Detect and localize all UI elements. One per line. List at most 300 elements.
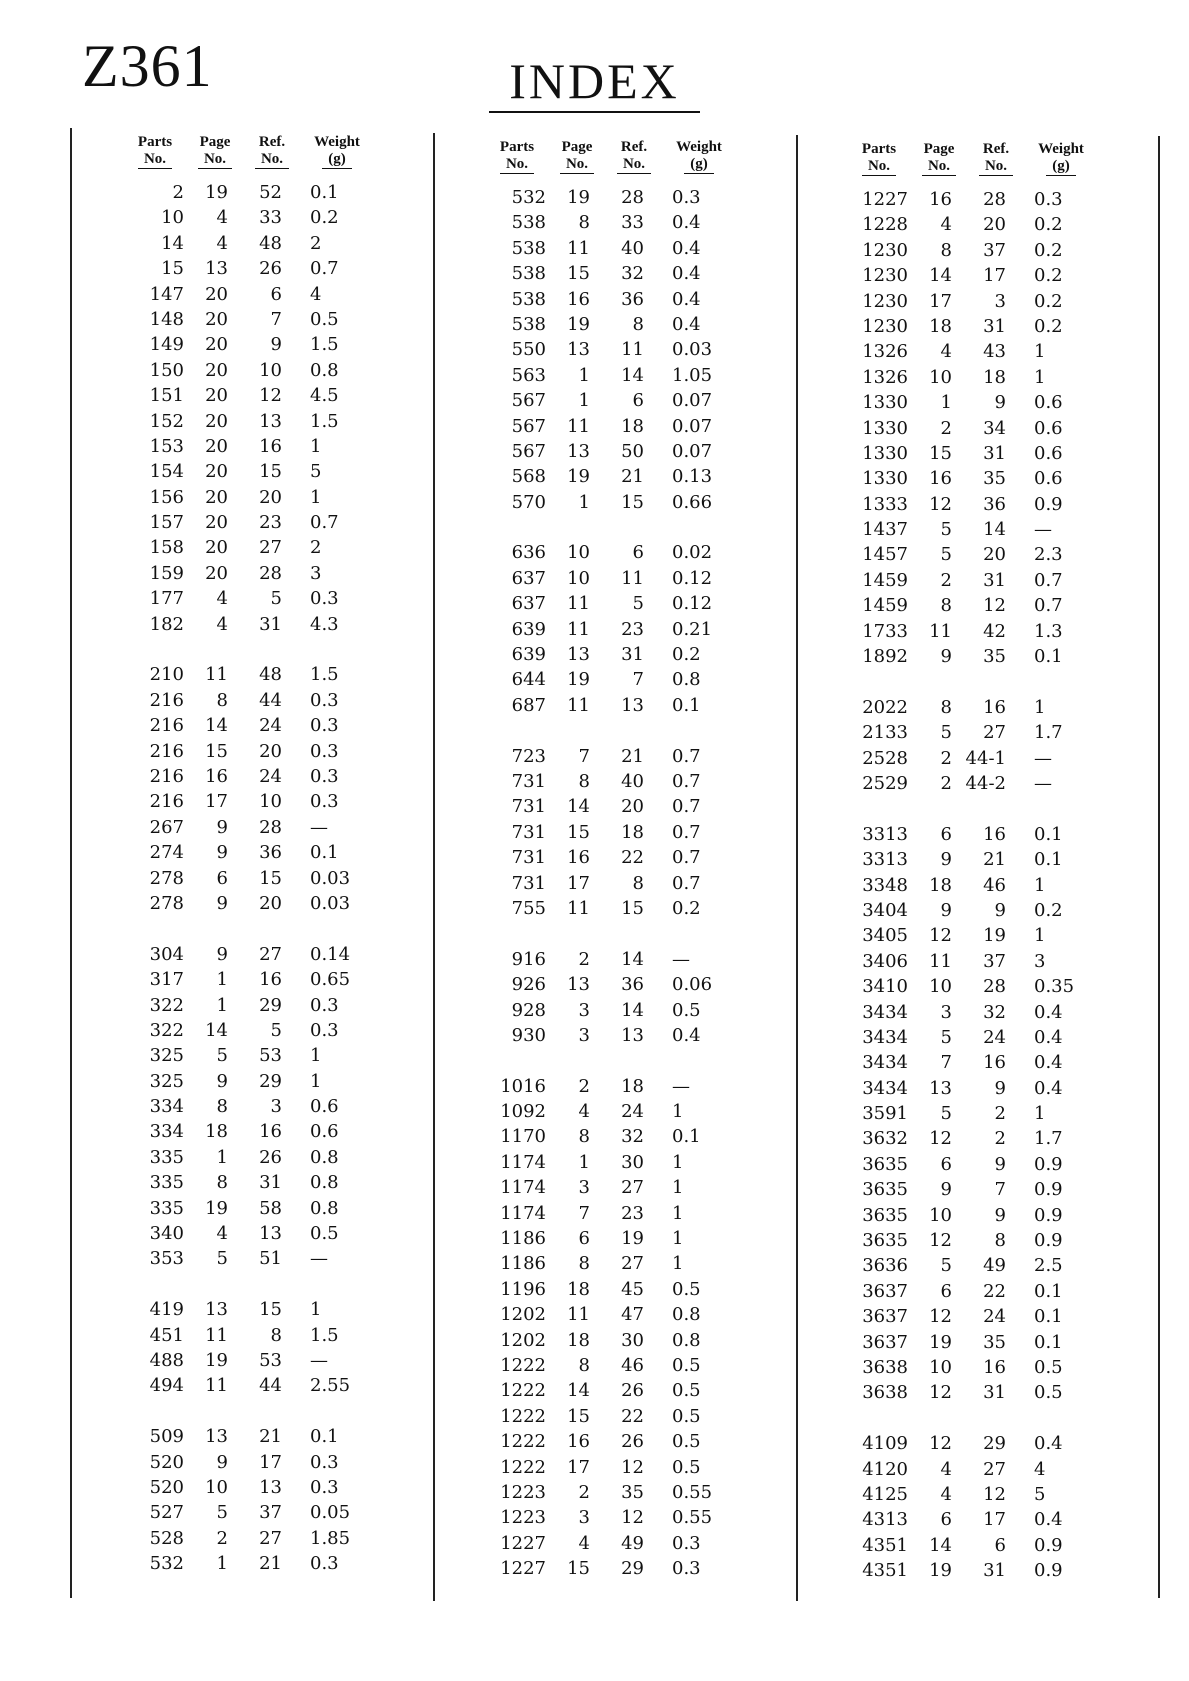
- page-no: 5: [940, 1026, 952, 1048]
- page-no: 19: [205, 182, 228, 203]
- header-weight: [660, 139, 738, 183]
- weight: 1.5: [310, 410, 339, 432]
- table-row: [126, 662, 376, 687]
- page-no: 20: [205, 461, 228, 483]
- page-no: 13: [205, 258, 228, 280]
- weight: —: [672, 1075, 690, 1097]
- weight: 0.5: [672, 1380, 701, 1402]
- page-no: 10: [567, 567, 590, 589]
- weight: 1: [1034, 341, 1046, 363]
- column-divider: [433, 133, 435, 1601]
- weight: 4.3: [310, 613, 339, 635]
- weight: 0.9: [1034, 1179, 1063, 1201]
- table-row: [488, 1480, 738, 1505]
- table-row: [488, 261, 738, 286]
- table-row: [488, 617, 738, 642]
- ref-no: 27: [621, 1253, 644, 1275]
- weight: 0.5: [672, 1431, 701, 1453]
- table-row: [126, 866, 376, 891]
- page-no: 2: [940, 569, 952, 591]
- page-no: 4: [216, 613, 228, 635]
- parts-no: 1733: [862, 620, 908, 642]
- weight: 0.3: [310, 994, 339, 1016]
- parts-no: 926: [511, 974, 546, 996]
- group-spacer: [488, 921, 738, 946]
- table-row: [126, 332, 376, 357]
- parts-no: 723: [511, 745, 546, 767]
- ref-no: 28: [259, 562, 282, 584]
- table-row: [488, 414, 738, 439]
- weight: 1.3: [1034, 620, 1063, 642]
- weight: 0.6: [310, 1121, 339, 1143]
- page-no: 2: [578, 948, 590, 970]
- table-row: [850, 390, 1100, 415]
- weight: 1: [672, 1151, 684, 1173]
- ref-no: 16: [259, 969, 282, 991]
- table-row: [126, 1119, 376, 1144]
- ref-no: 21: [259, 1426, 282, 1448]
- ref-no: 8: [632, 872, 644, 894]
- page-no: 20: [205, 435, 228, 457]
- table-row: [850, 720, 1100, 745]
- parts-no: 1174: [500, 1202, 546, 1224]
- table-row: [126, 688, 376, 713]
- parts-no: 538: [511, 288, 546, 310]
- column-header: [488, 139, 738, 183]
- header-weight: [298, 134, 376, 178]
- parts-no: 147: [149, 283, 184, 305]
- table-row: [850, 1203, 1100, 1228]
- page-no: 4: [216, 588, 228, 610]
- page-no: 2: [940, 772, 952, 794]
- table-row: [850, 1101, 1100, 1126]
- page-no: 5: [940, 722, 952, 744]
- ref-no: 44-1: [965, 747, 1006, 769]
- weight: 0.4: [1034, 1433, 1063, 1455]
- parts-no: 636: [511, 542, 546, 564]
- table-row: [488, 363, 738, 388]
- parts-no: 731: [511, 796, 546, 818]
- parts-no: 3434: [862, 1001, 908, 1023]
- weight: 0.2: [1034, 239, 1063, 261]
- table-row: [488, 972, 738, 997]
- weight: 0.8: [310, 1172, 339, 1194]
- page-no: 15: [929, 442, 952, 464]
- parts-no: 1892: [862, 646, 908, 668]
- page-no: 18: [567, 1278, 590, 1300]
- weight: 0.1: [1034, 823, 1063, 845]
- ref-no: 7: [994, 1179, 1006, 1201]
- model-number: Z361: [82, 33, 213, 99]
- weight: 1.5: [310, 664, 339, 686]
- header-weight-line2: (g): [684, 156, 714, 174]
- table-row: [850, 1050, 1100, 1075]
- parts-no: 494: [149, 1375, 184, 1397]
- column-divider: [796, 135, 798, 1601]
- parts-no: 156: [149, 486, 184, 508]
- group-spacer: [126, 1272, 376, 1297]
- ref-no: 6: [632, 542, 644, 564]
- table-row: [850, 1304, 1100, 1329]
- page-no: 8: [216, 1172, 228, 1194]
- weight: 0.35: [1034, 976, 1075, 998]
- weight: 0.4: [672, 1024, 701, 1046]
- ref-no: 9: [270, 334, 282, 356]
- table-row: [126, 535, 376, 560]
- parts-no: 1222: [500, 1405, 546, 1427]
- parts-no: 210: [149, 664, 184, 686]
- weight: 0.9: [1034, 1230, 1063, 1252]
- parts-no: 528: [149, 1527, 184, 1549]
- page-no: 11: [567, 237, 590, 259]
- parts-no: 3635: [862, 1204, 908, 1226]
- weight: 0.7: [672, 847, 701, 869]
- page-no: 5: [940, 519, 952, 541]
- ref-no: 47: [621, 1304, 644, 1326]
- weight: 1: [310, 486, 322, 508]
- ref-no: 5: [270, 588, 282, 610]
- table-row: [850, 542, 1100, 567]
- ref-no: 20: [983, 544, 1006, 566]
- ref-no: 58: [259, 1197, 282, 1219]
- page-no: 13: [929, 1077, 952, 1099]
- page-no: 11: [567, 694, 590, 716]
- ref-no: 18: [621, 1075, 644, 1097]
- page-no: 11: [929, 620, 952, 642]
- parts-no: 216: [149, 689, 184, 711]
- weight: 0.12: [672, 593, 713, 615]
- header-ref-line1: Ref.: [258, 134, 286, 150]
- parts-no: 334: [149, 1096, 184, 1118]
- table-row: [126, 1424, 376, 1449]
- parts-no: 1330: [862, 392, 908, 414]
- parts-no: 1092: [500, 1101, 546, 1123]
- parts-no: 3313: [862, 823, 908, 845]
- weight: 0.3: [1034, 189, 1063, 210]
- weight: 0.7: [310, 512, 339, 534]
- parts-no: 1016: [500, 1075, 546, 1097]
- table-row: [488, 566, 738, 591]
- weight: —: [310, 1248, 328, 1270]
- ref-no: 9: [994, 899, 1006, 921]
- ref-no: 30: [621, 1151, 644, 1173]
- ref-no: 49: [983, 1255, 1006, 1277]
- parts-no: 3637: [862, 1280, 908, 1302]
- weight: 0.8: [672, 1329, 701, 1351]
- page-no: 20: [205, 385, 228, 407]
- table-row: [850, 365, 1100, 390]
- parts-no: 1186: [500, 1253, 546, 1275]
- ref-no: 27: [983, 1458, 1006, 1480]
- parts-no: 2: [172, 182, 184, 203]
- table-row: [488, 769, 738, 794]
- parts-no: 3635: [862, 1179, 908, 1201]
- ref-no: 24: [621, 1101, 644, 1123]
- ref-no: 16: [983, 823, 1006, 845]
- table-row: [126, 1373, 376, 1398]
- ref-no: 26: [621, 1380, 644, 1402]
- table-row: [850, 1000, 1100, 1025]
- parts-no: 731: [511, 821, 546, 843]
- page-no: 2: [940, 747, 952, 769]
- weight: 0.1: [672, 694, 701, 716]
- weight: 2.55: [310, 1375, 351, 1397]
- ref-no: 30: [621, 1329, 644, 1351]
- page-no: 4: [578, 1101, 590, 1123]
- table-row: [488, 1505, 738, 1530]
- weight: 1: [1034, 1103, 1046, 1125]
- parts-no: 278: [149, 867, 184, 889]
- ref-no: 27: [259, 537, 282, 559]
- table-row: [850, 695, 1100, 720]
- ref-no: 10: [259, 359, 282, 381]
- weight: 1: [1034, 925, 1046, 947]
- page-no: 11: [567, 1304, 590, 1326]
- weight: 0.2: [672, 644, 701, 666]
- table-row: [126, 815, 376, 840]
- ref-no: 2: [994, 1128, 1006, 1150]
- column-divider: [70, 128, 72, 1598]
- table-row: [850, 1228, 1100, 1253]
- parts-no: 2022: [862, 696, 908, 718]
- ref-no: 37: [983, 950, 1006, 972]
- parts-no: 3635: [862, 1230, 908, 1252]
- ref-no: 28: [621, 187, 644, 208]
- ref-no: 44: [259, 1375, 282, 1397]
- page-no: 15: [567, 1405, 590, 1427]
- table-row: [488, 820, 738, 845]
- weight: 0.03: [310, 867, 351, 889]
- table-row: [126, 561, 376, 586]
- weight: 0.3: [672, 1558, 701, 1580]
- ref-no: 28: [259, 816, 282, 838]
- parts-no: 731: [511, 872, 546, 894]
- table-row: [850, 339, 1100, 364]
- parts-no: 3637: [862, 1331, 908, 1353]
- ref-no: 9: [994, 1077, 1006, 1099]
- ref-no: 23: [621, 618, 644, 640]
- header-weight-line1: Weight: [314, 134, 360, 150]
- table-row: [850, 1152, 1100, 1177]
- page-no: 3: [578, 999, 590, 1021]
- ref-no: 14: [621, 999, 644, 1021]
- weight: 0.5: [672, 1456, 701, 1478]
- weight: 0.7: [672, 796, 701, 818]
- page-no: 3: [578, 1177, 590, 1199]
- page-no: 6: [940, 823, 952, 845]
- parts-no: 1330: [862, 468, 908, 490]
- weight: 0.4: [672, 288, 701, 310]
- page-no: 15: [567, 1558, 590, 1580]
- header-weight-line2: (g): [322, 151, 352, 169]
- weight: 0.4: [1034, 1026, 1063, 1048]
- ref-no: 21: [621, 745, 644, 767]
- page-no: 19: [929, 1331, 952, 1353]
- page-no: 1: [216, 994, 228, 1016]
- page-no: 11: [205, 664, 228, 686]
- header-weight-line1: Weight: [1038, 141, 1084, 157]
- header-page: [546, 139, 608, 183]
- page-no: 7: [578, 745, 590, 767]
- table-row: [850, 263, 1100, 288]
- page-no: 4: [578, 1532, 590, 1554]
- table-row: [488, 642, 738, 667]
- parts-no: 1333: [862, 493, 908, 515]
- ref-no: 35: [621, 1481, 644, 1503]
- ref-no: 31: [621, 644, 644, 666]
- weight: 0.13: [672, 466, 713, 488]
- ref-no: 13: [259, 1476, 282, 1498]
- ref-no: 14: [621, 364, 644, 386]
- parts-no: 353: [149, 1248, 184, 1270]
- weight: 0.1: [1034, 1280, 1063, 1302]
- ref-no: 31: [983, 442, 1006, 464]
- page-no: 15: [205, 740, 228, 762]
- ref-no: 40: [621, 770, 644, 792]
- group-spacer: [850, 669, 1100, 694]
- group-spacer: [488, 1048, 738, 1073]
- header-ref-line1: Ref.: [620, 139, 648, 155]
- parts-no: 3434: [862, 1026, 908, 1048]
- ref-no: 20: [983, 214, 1006, 236]
- weight: 0.7: [310, 258, 339, 280]
- ref-no: 22: [621, 847, 644, 869]
- page-no: 9: [940, 849, 952, 871]
- weight: —: [672, 948, 690, 970]
- page-no: 13: [205, 1426, 228, 1448]
- parts-no: 1196: [500, 1278, 546, 1300]
- page-no: 11: [567, 415, 590, 437]
- ref-no: 21: [983, 849, 1006, 871]
- table-row: [488, 540, 738, 565]
- header-page: [184, 134, 246, 178]
- weight: 0.2: [1034, 290, 1063, 312]
- parts-no: 335: [149, 1197, 184, 1219]
- table-row: [126, 1043, 376, 1068]
- group-spacer: [850, 1406, 1100, 1431]
- weight: 0.4: [1034, 1509, 1063, 1531]
- table-row: [850, 1482, 1100, 1507]
- parts-no: 1202: [500, 1304, 546, 1326]
- page-no: 1: [216, 1553, 228, 1575]
- table-row: [850, 1533, 1100, 1558]
- table-row: [126, 282, 376, 307]
- ref-no: 45: [621, 1278, 644, 1300]
- table-row: [126, 434, 376, 459]
- table-row: [850, 441, 1100, 466]
- parts-no: 3591: [862, 1103, 908, 1125]
- weight: 0.4: [1034, 1001, 1063, 1023]
- table-row: [850, 1431, 1100, 1456]
- weight: 0.4: [672, 212, 701, 234]
- parts-no: 1227: [862, 189, 908, 210]
- page-no: 19: [205, 1349, 228, 1371]
- header-page: [908, 141, 970, 185]
- header-parts-line2: No.: [862, 158, 896, 176]
- table-row: [850, 1507, 1100, 1532]
- weight: 0.02: [672, 542, 713, 564]
- table-row: [850, 1025, 1100, 1050]
- parts-no: 4313: [862, 1509, 908, 1531]
- page-no: 13: [205, 1299, 228, 1321]
- weight: 0.4: [672, 313, 701, 335]
- table-row: [488, 439, 738, 464]
- parts-no: 687: [511, 694, 546, 716]
- table-row: [488, 287, 738, 312]
- ref-no: 19: [983, 925, 1006, 947]
- weight: 0.5: [1034, 1382, 1063, 1404]
- ref-no: 32: [621, 1126, 644, 1148]
- header-parts-line1: Parts: [861, 141, 897, 157]
- weight: 0.07: [672, 415, 713, 437]
- page-no: 4: [940, 341, 952, 363]
- parts-no: 149: [149, 334, 184, 356]
- parts-no: 1223: [500, 1481, 546, 1503]
- parts-no: 1459: [862, 569, 908, 591]
- page-no: 11: [205, 1375, 228, 1397]
- weight: 0.8: [310, 1197, 339, 1219]
- page-no: 1: [578, 491, 590, 513]
- weight: 0.5: [672, 1278, 701, 1300]
- weight: 1.7: [1034, 722, 1063, 744]
- weight: 3: [1034, 950, 1046, 972]
- ref-no: 20: [621, 796, 644, 818]
- ref-no: 28: [983, 976, 1006, 998]
- weight: —: [1034, 772, 1052, 794]
- page-no: 5: [940, 1255, 952, 1277]
- header-weight-line2: (g): [1046, 158, 1076, 176]
- table-row: [126, 256, 376, 281]
- page-no: 9: [940, 899, 952, 921]
- weight: 0.5: [672, 1354, 701, 1376]
- table-row: [850, 771, 1100, 796]
- ref-no: 12: [259, 385, 282, 407]
- ref-no: 19: [621, 1228, 644, 1250]
- table-row: [850, 187, 1100, 212]
- parts-no: 3635: [862, 1153, 908, 1175]
- parts-no: 1222: [500, 1354, 546, 1376]
- table-row: [850, 1380, 1100, 1405]
- parts-no: 274: [149, 842, 184, 864]
- table-row: [850, 492, 1100, 517]
- column-header: [126, 134, 376, 178]
- parts-no: 3434: [862, 1052, 908, 1074]
- table-row: [850, 644, 1100, 669]
- weight: 0.1: [1034, 646, 1063, 668]
- page-no: 16: [567, 1431, 590, 1453]
- page-no: 12: [929, 493, 952, 515]
- table-row: [488, 667, 738, 692]
- parts-no: 322: [149, 994, 184, 1016]
- weight: 0.7: [672, 770, 701, 792]
- ref-no: 8: [270, 1324, 282, 1346]
- table-row: [850, 847, 1100, 872]
- weight: 1.05: [672, 364, 713, 386]
- table-row: [850, 1076, 1100, 1101]
- parts-no: 216: [149, 765, 184, 787]
- table-row: [488, 1328, 738, 1353]
- weight: 2: [310, 537, 322, 559]
- page-no: 19: [205, 1197, 228, 1219]
- ref-no: 44: [259, 689, 282, 711]
- ref-no: 31: [983, 569, 1006, 591]
- weight: 0.1: [672, 1126, 701, 1148]
- page-no: 1: [216, 969, 228, 991]
- table-row: [488, 896, 738, 921]
- page-no: 14: [929, 265, 952, 287]
- parts-no: 335: [149, 1146, 184, 1168]
- page-no: 7: [940, 1052, 952, 1074]
